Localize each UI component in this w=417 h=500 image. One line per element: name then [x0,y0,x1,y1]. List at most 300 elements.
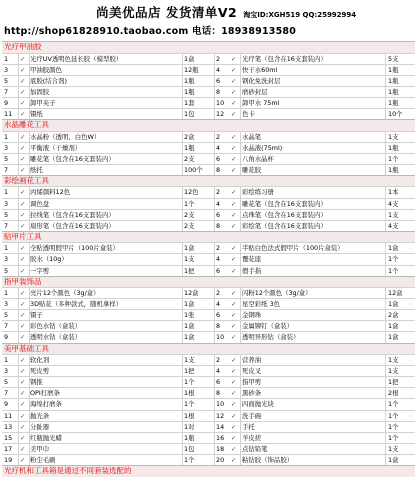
column-divider [240,98,241,108]
column-divider [18,98,19,108]
item-number: 18 [216,444,225,453]
column-divider [182,366,183,376]
shipping-list-table [2,41,415,477]
check-mark-icon: ✓ [231,244,237,253]
table-row [2,309,415,320]
item-quantity: 12瓶 [184,65,199,74]
check-mark-icon: ✓ [231,300,237,309]
item-name: 彩色水钻（盒装） [30,322,82,331]
item-number: 3 [4,255,9,264]
column-divider [182,154,183,164]
column-divider [385,266,386,276]
item-quantity: 1瓶 [388,76,399,85]
item-quantity: 12盒 [388,289,403,298]
column-divider [18,332,19,342]
column-divider [385,109,386,119]
column-divider [29,254,30,264]
table-row [2,75,415,86]
table-row [2,209,415,220]
item-number: 4 [216,367,221,376]
item-quantity: 5支 [388,54,399,63]
column-divider [182,422,183,432]
item-number: 3 [4,300,9,309]
item-name: 闪粉12个颜色（3g/盒） [242,289,312,298]
column-divider [214,98,215,108]
column-divider [18,266,19,276]
column-divider [240,165,241,175]
section-header: 水晶雕花工具 [2,119,415,131]
item-quantity: 2盒 [388,311,399,320]
item-quantity: 1包 [184,109,195,118]
column-divider [385,254,386,264]
column-divider [240,221,241,231]
column-divider [240,455,241,465]
item-quantity: 1把 [388,378,399,387]
item-name: OPI打磨条 [30,389,60,398]
check-mark-icon: ✓ [231,455,237,464]
column-divider [385,455,386,465]
item-number: 6 [216,76,221,85]
column-divider [29,187,30,197]
item-number: 3 [4,143,9,152]
column-divider [385,388,386,398]
item-number: 5 [4,76,9,85]
item-quantity: 1支 [184,356,195,365]
check-mark-icon: ✓ [20,400,26,409]
column-divider [29,54,30,64]
check-mark-icon: ✓ [20,188,26,197]
item-quantity: 1盒 [388,333,399,342]
item-name: 分趾器 [30,422,50,431]
section-header: 光疗甲油胶 [2,41,415,53]
column-divider [214,199,215,209]
column-divider [385,444,386,454]
item-quantity: 1瓶 [388,65,399,74]
table-row [2,265,415,276]
item-quantity: 1盒 [388,322,399,331]
column-divider [29,243,30,253]
column-divider [240,288,241,298]
item-name: 八角水晶杯 [242,154,274,163]
item-name: 软化剂 [30,356,50,365]
item-number: 7 [4,87,9,96]
column-divider [18,54,19,64]
item-number: 2 [216,132,221,141]
column-divider [385,321,386,331]
column-divider [385,187,386,197]
column-divider [182,455,183,465]
table-row [2,387,415,398]
column-divider [240,65,241,75]
table-row [2,164,415,175]
table-row [2,365,415,376]
check-mark-icon: ✓ [231,389,237,398]
item-number: 17 [4,444,13,453]
column-divider [29,422,30,432]
item-quantity: 2支 [184,154,195,163]
item-name: 甲油胶颜色 [30,65,62,74]
column-divider [29,444,30,454]
column-divider [240,109,241,119]
item-number: 10 [216,98,225,107]
column-divider [182,143,183,153]
item-quantity: 1瓶 [388,165,399,174]
check-mark-icon: ✓ [231,255,237,264]
column-divider [214,143,215,153]
item-name: 扇形笔（包含在16支套装内） [30,221,115,230]
item-number: 8 [216,221,221,230]
column-divider [18,321,19,331]
item-number: 3 [4,65,9,74]
column-divider [385,310,386,320]
column-divider [385,143,386,153]
check-mark-icon: ✓ [20,389,26,398]
check-mark-icon: ✓ [231,266,237,275]
check-mark-icon: ✓ [231,65,237,74]
column-divider [18,310,19,320]
item-quantity: 1对 [184,422,195,431]
section-header: 指甲装饰品 [2,276,415,288]
item-quantity: 1张 [184,311,195,320]
item-quantity: 1支 [388,356,399,365]
column-divider [214,355,215,365]
check-mark-icon: ✓ [231,444,237,453]
item-quantity: 4支 [388,221,399,230]
column-divider [385,76,386,86]
item-quantity: 2盒 [184,132,195,141]
column-divider [385,422,386,432]
item-number: 12 [216,411,225,420]
item-number: 2 [216,289,221,298]
item-name: 加固胶 [30,87,50,96]
check-mark-icon: ✓ [231,221,237,230]
item-name: 彩绘笔（包含在16支套装内） [242,221,327,230]
item-number: 6 [216,311,221,320]
column-divider [29,288,30,298]
item-quantity: 1个 [388,255,399,264]
column-divider [240,299,241,309]
section-header: 美甲基础工具 [2,343,415,355]
item-name: 胶水（10g） [30,255,68,264]
item-quantity: 1盒 [184,54,195,63]
column-divider [18,221,19,231]
column-divider [240,422,241,432]
column-divider [385,98,386,108]
check-mark-icon: ✓ [231,356,237,365]
item-name: 快干水60ml [242,65,278,74]
check-mark-icon: ✓ [20,311,26,320]
column-divider [182,76,183,86]
footer-note: 光疗机和工具箱是通过不同套装选配的 [2,465,415,477]
column-divider [214,65,215,75]
item-quantity: 1瓶 [388,98,399,107]
table-row [2,443,415,454]
column-divider [29,76,30,86]
item-number: 5 [4,311,9,320]
item-name: 3D贴花（多种款式，随机拿样） [30,300,123,309]
item-name: 水晶液(75ml) [242,143,283,152]
item-number: 1 [4,54,9,63]
item-quantity: 1个 [388,433,399,442]
column-divider [214,399,215,409]
column-divider [214,422,215,432]
column-divider [18,411,19,421]
item-name: 海绵打磨条 [30,400,62,409]
check-mark-icon: ✓ [20,65,26,74]
item-name: 雕花笔（包含在16支套装内） [242,199,327,208]
column-divider [214,154,215,164]
column-divider [240,143,241,153]
check-mark-icon: ✓ [231,433,237,442]
item-number: 7 [4,322,9,331]
column-divider [240,254,241,264]
check-mark-icon: ✓ [20,221,26,230]
column-divider [385,411,386,421]
item-name: 假手指 [242,266,262,275]
column-divider [385,399,386,409]
item-name: 磨砂封层 [242,87,268,96]
column-divider [240,433,241,443]
item-name: 水晶粉（透明、白色W） [30,132,101,141]
table-row [2,432,415,443]
item-number: 7 [4,165,9,174]
column-divider [29,109,30,119]
check-mark-icon: ✓ [20,322,26,331]
item-name: 红瓶抛光蜡 [30,433,62,442]
column-divider [182,221,183,231]
item-number: 5 [4,210,9,219]
item-number: 1 [4,289,9,298]
column-divider [385,221,386,231]
column-divider [214,377,215,387]
column-divider [18,288,19,298]
taobao-id: 淘宝ID:XGH519 QQ:25992994 [243,11,357,19]
item-name: 钢化免洗封层 [242,76,281,85]
item-name: 死皮叉 [242,367,262,376]
item-name: 手托 [242,422,255,431]
item-number: 4 [216,65,221,74]
column-divider [385,165,386,175]
table-row [2,454,415,465]
item-quantity: 2支 [184,210,195,219]
column-divider [214,165,215,175]
check-mark-icon: ✓ [20,154,26,163]
column-divider [385,355,386,365]
column-divider [240,187,241,197]
check-mark-icon: ✓ [231,367,237,376]
column-divider [18,366,19,376]
column-divider [214,109,215,119]
item-number: 5 [4,378,9,387]
column-divider [240,266,241,276]
item-number: 2 [216,244,221,253]
column-divider [18,388,19,398]
column-divider [182,98,183,108]
item-number: 6 [216,154,221,163]
item-number: 6 [216,378,221,387]
item-name: 全贴透明假甲片（100片盒装） [30,244,119,253]
item-name: 纸托 [30,165,43,174]
item-quantity: 1瓶 [184,87,195,96]
check-mark-icon: ✓ [20,378,26,387]
item-quantity: 1个 [388,411,399,420]
item-name: 覆花座 [242,255,262,264]
column-divider [385,154,386,164]
column-divider [18,355,19,365]
table-row [2,376,415,387]
item-name: 金属铆钉（盒装） [242,322,294,331]
check-mark-icon: ✓ [20,367,26,376]
table-row [2,242,415,253]
column-divider [18,165,19,175]
table-row [2,97,415,108]
column-divider [29,165,30,175]
column-divider [240,399,241,409]
item-name: 丙烯颜料12色 [30,188,71,197]
item-quantity: 1个 [388,400,399,409]
column-divider [29,310,30,320]
check-mark-icon: ✓ [20,422,26,431]
item-number: 4 [216,255,221,264]
item-number: 6 [216,210,221,219]
item-quantity: 1盒 [184,333,195,342]
column-divider [240,210,241,220]
document-header [0,0,417,41]
column-divider [29,221,30,231]
item-quantity: 1个 [184,199,195,208]
column-divider [214,288,215,298]
column-divider [182,321,183,331]
column-divider [385,54,386,64]
column-divider [240,355,241,365]
column-divider [29,87,30,97]
column-divider [182,377,183,387]
check-mark-icon: ✓ [231,143,237,152]
item-number: 20 [216,455,225,464]
item-number: 4 [216,199,221,208]
item-number: 1 [4,356,9,365]
item-name: 透明异形钻（盒装） [242,333,300,342]
column-divider [385,65,386,75]
item-quantity: 1瓶 [184,143,195,152]
column-divider [29,366,30,376]
check-mark-icon: ✓ [20,333,26,342]
item-number: 16 [216,433,225,442]
check-mark-icon: ✓ [20,199,26,208]
item-number: 15 [4,433,13,442]
check-mark-icon: ✓ [20,444,26,453]
item-number: 2 [216,188,221,197]
column-divider [182,87,183,97]
item-name: 粘钻胶（饰品胶） [242,455,294,464]
check-mark-icon: ✓ [231,98,237,107]
item-number: 8 [216,322,221,331]
column-divider [385,377,386,387]
check-mark-icon: ✓ [231,199,237,208]
column-divider [240,377,241,387]
column-divider [29,98,30,108]
item-name: 金钢珠 [242,311,262,320]
item-number: 1 [4,244,9,253]
column-divider [182,210,183,220]
column-divider [214,254,215,264]
item-number: 8 [216,165,221,174]
table-row [2,287,415,298]
column-divider [18,76,19,86]
item-name: 羊皮搓 [242,433,262,442]
shop-url-phone: http://shop61828910.taobao.com 电话：18938913580 [4,26,297,37]
column-divider [214,332,215,342]
column-divider [18,254,19,264]
column-divider [182,132,183,142]
column-divider [18,154,19,164]
item-number: 9 [4,98,9,107]
table-row [2,186,415,197]
item-quantity: 1瓶 [388,143,399,152]
item-name: 色卡 [242,109,255,118]
item-name: 洗手碗 [242,411,262,420]
check-mark-icon: ✓ [231,165,237,174]
item-name: 指甲剪 [242,378,262,387]
column-divider [240,76,241,86]
item-number: 19 [4,455,13,464]
check-mark-icon: ✓ [20,266,26,275]
item-name: 调色盘 [30,199,50,208]
table-row [2,253,415,264]
item-quantity: 1个 [388,422,399,431]
column-divider [182,254,183,264]
table-row [2,320,415,331]
item-name: 四面抛光块 [242,400,274,409]
check-mark-icon: ✓ [20,210,26,219]
column-divider [182,355,183,365]
column-divider [385,299,386,309]
item-name: 彩绘练习册 [242,188,274,197]
table-row [2,298,415,309]
item-number: 4 [216,143,221,152]
item-name: 点珠笔（包含在16支套装内） [242,210,327,219]
item-number: 9 [4,333,9,342]
item-name: 美甲巾 [30,444,50,453]
column-divider [182,388,183,398]
item-quantity: 1个 [388,154,399,163]
check-mark-icon: ✓ [20,356,26,365]
check-mark-icon: ✓ [231,54,237,63]
column-divider [182,310,183,320]
item-number: 9 [4,400,9,409]
item-quantity: 1支 [388,210,399,219]
item-quantity: 1支 [388,444,399,453]
column-divider [385,132,386,142]
item-name: 粉尘毛刷 [30,455,56,464]
column-divider [18,199,19,209]
item-number: 3 [4,367,9,376]
item-name: 拉线笔（包含在16支套装内） [30,210,115,219]
column-divider [29,154,30,164]
column-divider [29,399,30,409]
check-mark-icon: ✓ [231,322,237,331]
check-mark-icon: ✓ [231,154,237,163]
check-mark-icon: ✓ [231,333,237,342]
column-divider [240,411,241,421]
column-divider [29,332,30,342]
column-divider [385,199,386,209]
column-divider [214,266,215,276]
column-divider [18,455,19,465]
item-name: 一字剪 [30,266,50,275]
item-quantity: 100个 [184,165,203,174]
column-divider [18,444,19,454]
